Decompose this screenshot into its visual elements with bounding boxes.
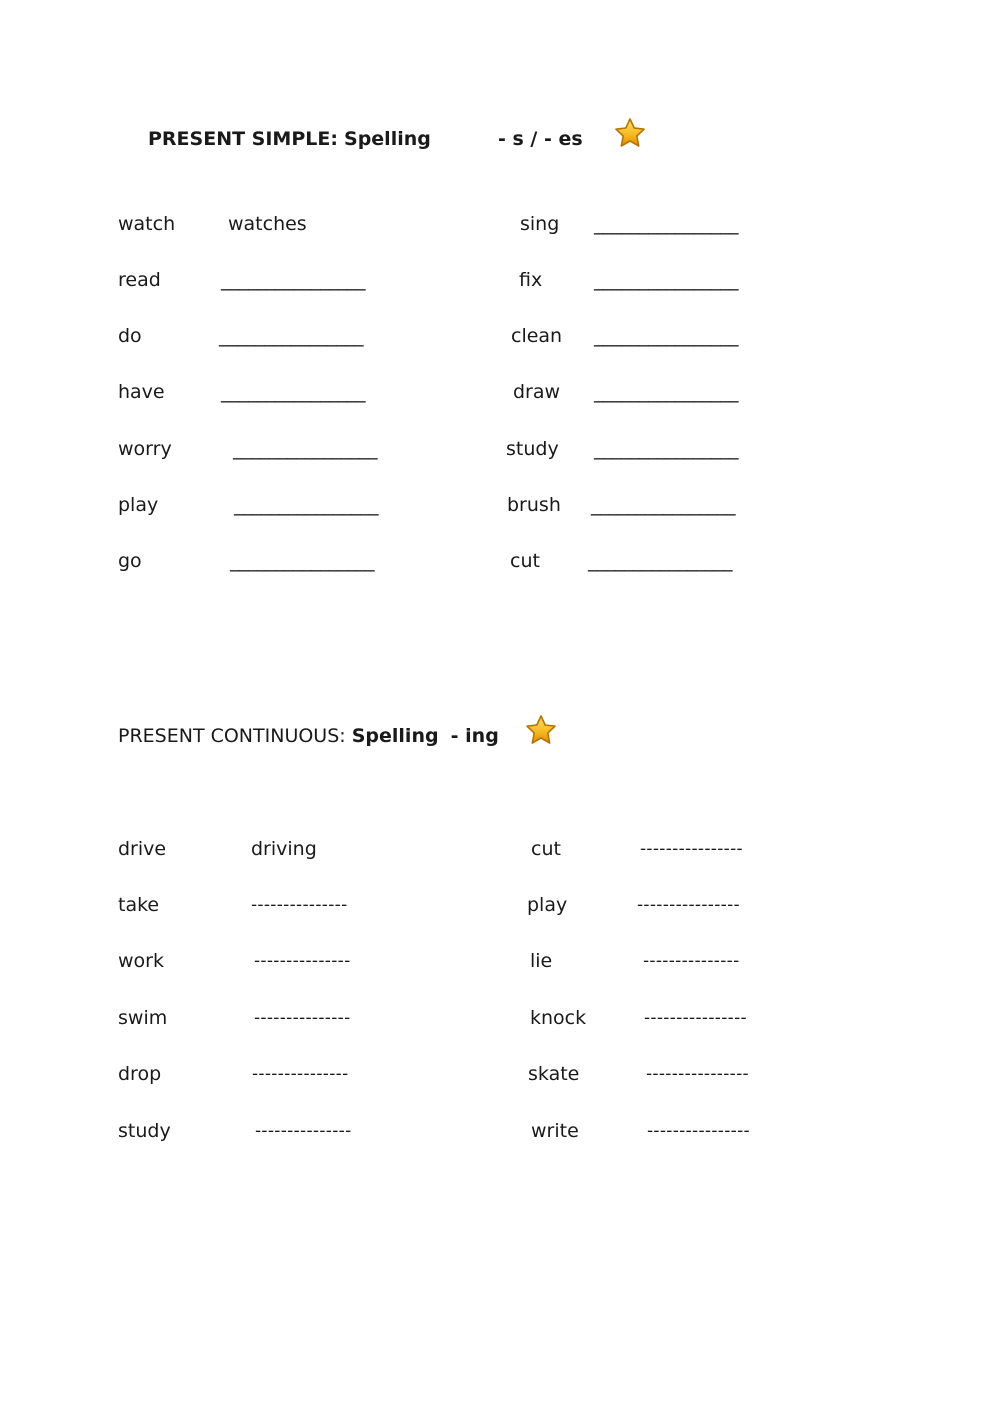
blank-read[interactable]: ________________ bbox=[221, 269, 365, 291]
word-take: take bbox=[118, 894, 160, 916]
word-sing: sing bbox=[520, 213, 560, 235]
word-cut: cut bbox=[510, 550, 540, 572]
blank-do[interactable]: ________________ bbox=[219, 325, 363, 347]
section1-title: PRESENT SIMPLE: Spelling bbox=[148, 128, 431, 150]
section1-title-sub: Spelling bbox=[344, 128, 431, 150]
word-brush: brush bbox=[507, 494, 561, 516]
word-work: work bbox=[118, 950, 164, 972]
blank-play[interactable]: ________________ bbox=[234, 494, 378, 516]
blank-study-ing[interactable]: --------------- bbox=[255, 1121, 352, 1141]
word-drop: drop bbox=[118, 1063, 162, 1085]
word-write: write bbox=[531, 1120, 579, 1142]
section2-title-sub: Spelling bbox=[351, 725, 439, 747]
word-study: study bbox=[506, 438, 559, 460]
word-play: play bbox=[118, 494, 159, 516]
word-watch: watch bbox=[118, 213, 176, 235]
blank-brush[interactable]: ________________ bbox=[591, 494, 735, 516]
blank-clean[interactable]: ________________ bbox=[594, 325, 738, 347]
blank-drop[interactable]: --------------- bbox=[252, 1064, 349, 1084]
blank-fix[interactable]: ________________ bbox=[594, 269, 738, 291]
word-have: have bbox=[118, 381, 165, 403]
blank-cut[interactable]: ________________ bbox=[588, 550, 732, 572]
answer-watch: watches bbox=[228, 213, 307, 235]
word-read: read bbox=[118, 269, 161, 291]
word-draw: draw bbox=[513, 381, 561, 403]
section2-suffix: - ing bbox=[450, 725, 499, 747]
word-swim: swim bbox=[118, 1007, 168, 1029]
word-worry: worry bbox=[118, 438, 172, 460]
blank-worry[interactable]: ________________ bbox=[233, 438, 377, 460]
word-fix: fix bbox=[519, 269, 543, 291]
blank-skate[interactable]: ---------------- bbox=[646, 1064, 749, 1084]
blank-have[interactable]: ________________ bbox=[221, 381, 365, 403]
blank-take[interactable]: --------------- bbox=[251, 895, 348, 915]
section1-suffix: - s / - es bbox=[498, 128, 583, 150]
word-skate: skate bbox=[528, 1063, 580, 1085]
star-icon bbox=[525, 714, 557, 746]
blank-write[interactable]: ---------------- bbox=[647, 1121, 750, 1141]
word-clean: clean bbox=[511, 325, 563, 347]
blank-work[interactable]: --------------- bbox=[254, 951, 351, 971]
blank-go[interactable]: ________________ bbox=[230, 550, 374, 572]
blank-swim[interactable]: --------------- bbox=[254, 1008, 351, 1028]
word-lie: lie bbox=[530, 950, 553, 972]
star-icon bbox=[614, 117, 646, 149]
blank-draw[interactable]: ________________ bbox=[594, 381, 738, 403]
section1-title-main: PRESENT SIMPLE bbox=[148, 128, 331, 150]
answer-drive: driving bbox=[251, 838, 317, 860]
blank-lie[interactable]: --------------- bbox=[643, 951, 740, 971]
blank-play-ing[interactable]: ---------------- bbox=[637, 895, 740, 915]
blank-cut-ing[interactable]: ---------------- bbox=[640, 839, 743, 859]
word-do: do bbox=[118, 325, 142, 347]
word-study-ing: study bbox=[118, 1120, 171, 1142]
word-cut-ing: cut bbox=[531, 838, 561, 860]
blank-knock[interactable]: ---------------- bbox=[644, 1008, 747, 1028]
section2-title-main: PRESENT CONTINUOUS bbox=[118, 725, 340, 747]
word-go: go bbox=[118, 550, 142, 572]
blank-study[interactable]: ________________ bbox=[594, 438, 738, 460]
blank-sing[interactable]: ________________ bbox=[594, 213, 738, 235]
section2-title: PRESENT CONTINUOUS: Spelling - ing bbox=[118, 725, 499, 747]
word-drive: drive bbox=[118, 838, 167, 860]
word-knock: knock bbox=[530, 1007, 587, 1029]
word-play-ing: play bbox=[527, 894, 568, 916]
